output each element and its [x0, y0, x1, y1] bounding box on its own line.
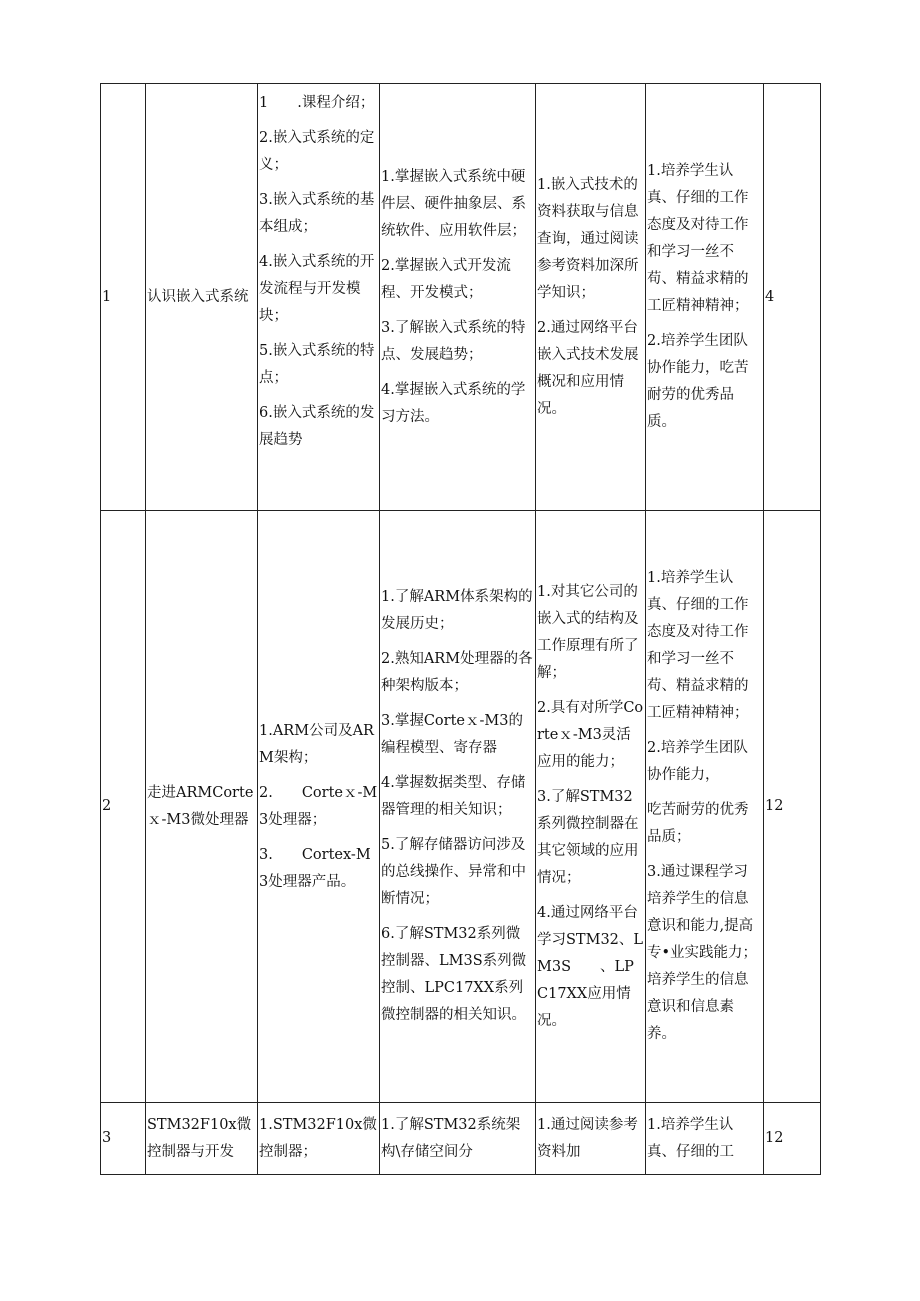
hours-cell: 12: [764, 1103, 821, 1175]
topic-cell: 认识嵌入式系统: [146, 84, 258, 511]
ability-item: 4.通过网络平台学习STM32、LM3S 、LPC17XX应用情况。: [537, 904, 644, 1029]
topic-cell: STM32F10x微控制器与开发: [146, 1103, 258, 1175]
row-number: 2: [101, 511, 146, 1103]
quality-item: 1.培养学生认真、仔细的工: [647, 1116, 734, 1160]
knowledge-item: 6.了解STM32系列微控制器、LM3S系列微控制、LPC17XX系列微控制器的相关知识。: [381, 926, 527, 1023]
knowledge-cell: [380, 1103, 536, 1175]
quality-cell: [646, 511, 764, 1103]
ability-item: 1.对其它公司的嵌入式的结构及工作原理有所了解；: [537, 583, 639, 681]
knowledge-item: 1.了解STM32系统架构\存储空间分: [381, 1116, 521, 1160]
ability-item: 3.了解STM32系列微控制器在其它领域的应用情况；: [537, 788, 639, 886]
ability-item: 1.通过阅读参考资料加: [537, 1116, 638, 1160]
quality-item: 1.培养学生认真、仔细的工作态度及对待工作和学习一丝不苟、精益求精的工匠精神精神；: [647, 570, 749, 721]
ability-cell: [536, 84, 646, 511]
content-item: 4.嵌入式系统的开发流程与开发模块；: [259, 254, 375, 324]
content-item: 1.ARM公司及ARM架构；: [259, 722, 374, 766]
knowledge-item: 3.掌握Corteｘ-M3的编程模型、寄存器: [381, 713, 523, 756]
ability-item: 1.嵌入式技术的资料获取与信息查询，通过阅读参考资料加深所学知识；: [537, 176, 639, 301]
quality-cell: [646, 84, 764, 511]
quality-item: 3.通过课程学习培养学生的信息意识和能力,提高专•业实践能力；培养学生的信息意识和信息素养。: [647, 864, 758, 1042]
knowledge-cell: [380, 511, 536, 1103]
content-item: 3.嵌入式系统的基本组成；: [259, 192, 375, 235]
table-row: [101, 84, 821, 511]
knowledge-item: 2.掌握嵌入式开发流程、开发模式；: [381, 257, 511, 301]
row-number: 3: [101, 1103, 146, 1175]
hours-cell: 4: [764, 84, 821, 511]
knowledge-item: 4.掌握嵌入式系统的学习方法。: [381, 381, 526, 425]
ability-cell: [536, 511, 646, 1103]
content-cell: [258, 84, 380, 511]
content-item: 2. Corteｘ-M3处理器；: [259, 784, 378, 828]
knowledge-item: 1.了解ARM体系架构的发展历史；: [381, 589, 533, 632]
content-item: 3. Cortex-M3处理器产品。: [259, 846, 371, 890]
quality-item: 2.培养学生团队协作能力，: [647, 740, 748, 783]
course-table: [100, 83, 821, 1175]
knowledge-item: 3.了解嵌入式系统的特点、发展趋势；: [381, 319, 526, 363]
content-item: 1.STM32F10x微控制器；: [259, 1116, 377, 1160]
ability-cell: [536, 1103, 646, 1175]
content-item: 5.嵌入式系统的特点；: [259, 343, 375, 386]
knowledge-cell: [380, 84, 536, 511]
knowledge-item: 4.掌握数据类型、存储器管理的相关知识；: [381, 775, 526, 818]
hours-cell: 12: [764, 511, 821, 1103]
knowledge-item: 1.掌握嵌入式系统中硬件层、硬件抽象层、系统软件、应用软件层；: [381, 168, 526, 239]
table-row: [101, 511, 821, 1103]
topic-cell: 走进ARMCorteｘ-M3微处理器: [146, 511, 258, 1103]
quality-item: 2.培养学生团队协作能力，吃苦耐劳的优秀品质。: [647, 333, 749, 430]
content-item: 1 .课程介绍；: [259, 95, 375, 111]
table-row: [101, 1103, 821, 1175]
ability-item: 2.具有对所学Corteｘ-M3灵活应用的能力；: [537, 699, 644, 770]
ability-item: 2.通过网络平台嵌入式技术发展概况和应用情况。: [537, 319, 639, 417]
row-number: 1: [101, 84, 146, 511]
content-cell: [258, 1103, 380, 1175]
quality-cell: [646, 1103, 764, 1175]
content-item: 6.嵌入式系统的发展趋势: [259, 405, 375, 448]
quality-item: 吃苦耐劳的优秀品质；: [647, 802, 749, 845]
content-cell: [258, 511, 380, 1103]
knowledge-item: 2.熟知ARM处理器的各种架构版本；: [381, 651, 533, 694]
content-item: 2.嵌入式系统的定义；: [259, 130, 375, 173]
knowledge-item: 5.了解存储器访问涉及的总线操作、异常和中断情况；: [381, 837, 526, 907]
quality-item: 1.培养学生认真、仔细的工作态度及对待工作和学习一丝不苟、精益求精的工匠精神精神；: [647, 163, 749, 314]
